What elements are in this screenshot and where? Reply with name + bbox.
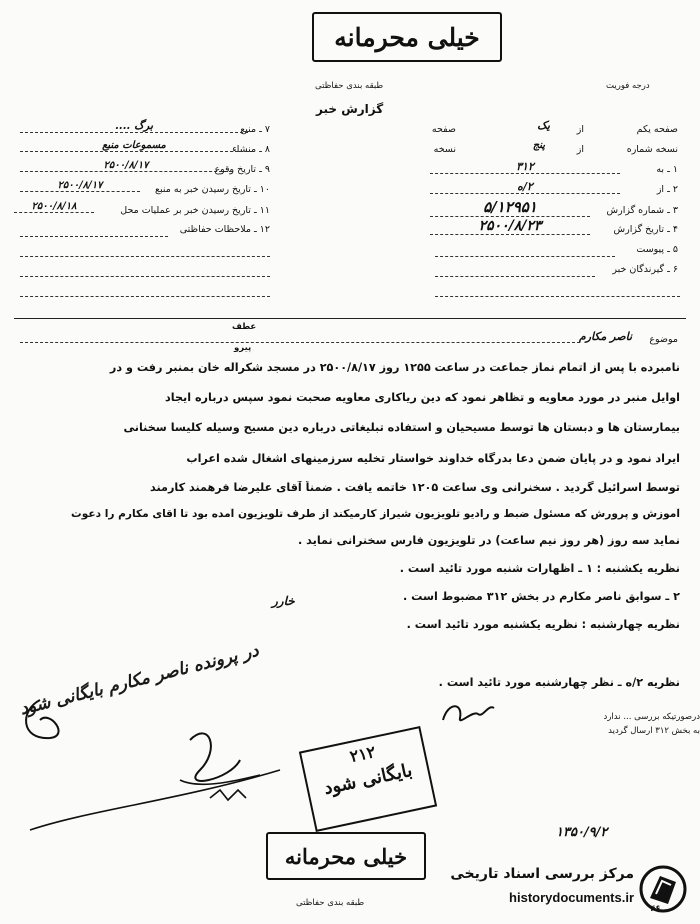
field-value: ۵/۱۲۹۵۱ <box>430 198 590 217</box>
field-label: ۴ ـ تاریخ گزارش <box>613 224 678 235</box>
archive-number: ۲۱۲ <box>348 742 378 767</box>
field-label: ۳ ـ شماره گزارش <box>606 205 678 216</box>
field-value: ۲/ه <box>430 180 620 194</box>
body-line: ایراد نمود و در پایان ضمن دعا بدرگاه خداوند خواستار تخلیه سرزمینهای اشغال شده اعراب <box>186 452 680 465</box>
body-line: توسط اسرائیل گردید . سخنرانی وی ساعت ۱۲۰۵ خاتمه یافت . ضمناً آقای علیرضا فرهمند کارمند <box>150 481 680 494</box>
field-label: ۹ ـ تاریخ وقوع <box>214 164 270 175</box>
body-line: اوایل منبر در مورد معاویه و تظاهر نمود که دین ریاکاری معاویه صحبت نمود سپس درباره ایجاد <box>165 391 680 404</box>
logo-website: historydocuments.ir <box>509 890 634 905</box>
signature-scribble-icon <box>10 680 290 840</box>
field-value: ۲۵۰۰/۸/۱۷ <box>20 160 232 172</box>
margin-note: خارر <box>272 594 295 608</box>
field-line <box>435 296 680 297</box>
report-title: گزارش خبر <box>316 102 384 116</box>
field-line <box>20 276 270 277</box>
field-suffix: صفحه <box>431 124 456 135</box>
body-line: آموزش و پرورش که مسئول ضبط و رادیو تلویزیون شیراز کارمیکند از طرف تلویزیون آمده بود تا آقای مکارم را دعوت <box>71 508 680 520</box>
field-label: ۲ ـ از <box>656 184 678 195</box>
body-line: نماید سه روز (هر روز نیم ساعت) در تلویزیون فارس سخنرانی نماید . <box>298 534 680 547</box>
page-number: ۴۶ <box>650 904 661 914</box>
body-line: نامبرده با پس از اتمام نماز جماعت در ساعت ۱۲۵۵ روز ۲۵۰۰/۸/۱۷ در مسجد شکراله خان بمنبر رفت و در <box>109 361 680 374</box>
field-label: ۱۱ ـ تاریخ رسیدن خبر بر عملیات محل <box>120 205 270 216</box>
subject-value: ناصر مکارم <box>578 330 632 343</box>
footer-classification-label: طبقه بندی حفاظتی <box>296 898 365 908</box>
field-mid: از <box>576 144 584 155</box>
field-mid: از <box>576 124 584 135</box>
field-label: ۸ ـ منشاء <box>232 144 270 155</box>
field-line <box>20 236 168 237</box>
subject-line <box>20 342 580 343</box>
field-value: ۲۵۰۰/۸/۱۸ <box>14 201 94 213</box>
section-divider <box>14 318 686 319</box>
opinion-line: نظریه یکشنبه : ۱ ـ اظهارات شنبه مورد تائید است . <box>399 562 680 575</box>
instruction-line: به بخش ۳۱۲ ارسال گردید <box>608 726 700 736</box>
opinion-line: نظریه ۲/ه ـ نظر چهارشنبه مورد تائید است . <box>438 676 680 689</box>
instruction-line: درصورتیکه بررسی ... ندارد <box>603 712 700 722</box>
field-label: صفحه یکم <box>636 124 678 135</box>
handwritten-note: در پرونده ناصر مکارم بایگانی شود <box>18 640 261 720</box>
field-line <box>435 256 615 257</box>
bottom-stamp-text: خیلی محرمانه <box>284 843 408 869</box>
follow-up-note: پیرو <box>234 343 252 353</box>
priority-label: درجه فوریت <box>606 81 650 91</box>
field-value: ۳۱۲ <box>430 160 620 174</box>
reference-note: عطف <box>232 322 257 332</box>
field-label: ۵ ـ پیوست <box>636 244 678 255</box>
field-label: ۷ ـ منبع <box>240 124 270 135</box>
top-stamp-text: خیلی محرمانه <box>334 22 480 52</box>
field-value: ۲۵۰۰/۸/۱۷ <box>20 180 140 192</box>
field-suffix: نسخه <box>433 144 456 155</box>
field-line <box>435 276 595 277</box>
field-value: پنج <box>532 140 545 151</box>
field-value: مسموعات منبع <box>20 140 248 152</box>
field-line <box>20 256 270 257</box>
field-value: ۲۵۰۰/۸/۲۳ <box>430 218 590 235</box>
opinion-line: نظریه چهارشنبه : نظریه یکشنبه مورد تائید است . <box>406 618 680 631</box>
archive-text: بایگانی شود <box>322 759 415 800</box>
field-value: یک <box>537 119 550 132</box>
initials-scribble-icon <box>438 700 498 728</box>
body-line: بیمارستان ها و دبستان ها توسط مسیحیان و استفاده تبلیغاتی درباره دین مسیح وسیله کلیسا سخنانی <box>123 421 680 434</box>
opinion-line: ۲ ـ سوابق ناصر مکارم در بخش ۳۱۲ مضبوط است . <box>402 590 680 603</box>
top-classification-stamp <box>312 12 502 62</box>
field-label: ۱۰ ـ تاریخ رسیدن خبر به منبع <box>155 184 270 195</box>
field-label: ۱ ـ به <box>656 164 678 175</box>
archive-stamp <box>299 726 437 832</box>
archive-logo-icon <box>638 864 688 914</box>
bottom-classification-stamp <box>266 832 426 880</box>
subject-label: موضوع <box>649 334 678 345</box>
field-label: نسخه شماره <box>626 144 678 155</box>
field-line <box>20 296 270 297</box>
field-label: ۶ ـ گیرندگان خبر <box>612 264 678 275</box>
classification-label: طبقه بندی حفاظتی <box>315 81 384 91</box>
logo-title: مرکز بررسی اسناد تاریخی <box>450 866 634 882</box>
field-label: ۱۲ ـ ملاحظات حفاظتی <box>179 224 270 235</box>
field-value: برگ .... <box>20 119 248 133</box>
bottom-date: ۱۳۵۰/۹/۲ <box>556 825 608 840</box>
